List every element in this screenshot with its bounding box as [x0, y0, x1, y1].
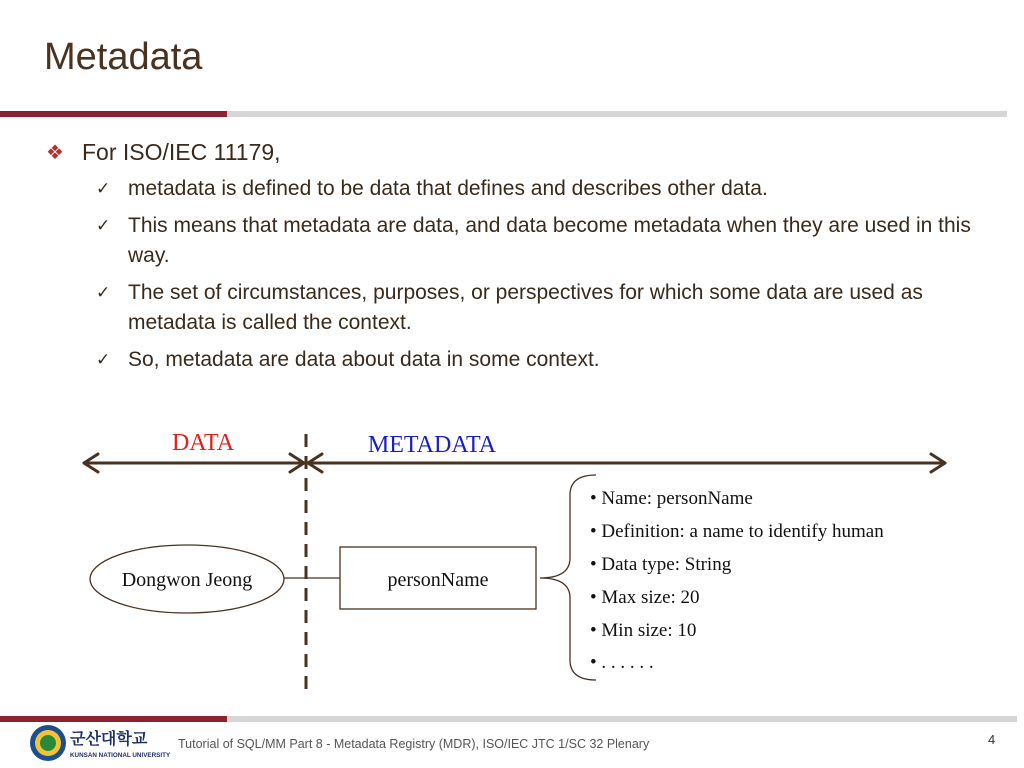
- attribute-more: • . . . . . .: [590, 652, 654, 673]
- footer-divider: [227, 716, 1017, 722]
- data-span-arrow: [84, 454, 304, 472]
- sub-bullet-text: So, metadata are data about data in some context.: [128, 348, 600, 371]
- attribute-min-size: • Min size: 10: [590, 620, 697, 641]
- checkmark-icon: ✓: [96, 350, 111, 369]
- logo-english-text: KUNSAN NATIONAL UNIVERSITY: [70, 752, 171, 759]
- data-value-text: Dongwon Jeong: [121, 569, 253, 591]
- attribute-definition: • Definition: a name to identify human: [590, 521, 884, 542]
- university-logo: [28, 722, 171, 764]
- attribute-list: [590, 488, 884, 673]
- slide-title: Metadata: [44, 36, 203, 78]
- metadata-element-text: personName: [387, 569, 489, 591]
- diamond-bullet-icon: ❖: [46, 142, 64, 164]
- checkmark-icon: ✓: [96, 216, 111, 235]
- footer-caption: Tutorial of SQL/MM Part 8 - Metadata Registry (MDR), ISO/IEC JTC 1/SC 32 Plenary: [178, 737, 650, 751]
- attribute-brace: [540, 475, 596, 680]
- attribute-max-size: • Max size: 20: [590, 587, 700, 608]
- page-number: 4: [988, 732, 996, 747]
- sub-bullet-text: This means that metadata are data, and data become metadata when they are used in this way.: [128, 214, 971, 267]
- attribute-name: • Name: personName: [590, 488, 753, 509]
- bullet-main-text: For ISO/IEC 11179,: [82, 139, 281, 165]
- checkmark-icon: ✓: [96, 179, 111, 198]
- attribute-data-type: • Data type: String: [590, 554, 732, 575]
- checkmark-icon: ✓: [96, 283, 111, 302]
- logo-korean-text: 군산대학교: [70, 729, 148, 748]
- sub-bullet-text: metadata is defined to be data that defines and describes other data.: [128, 177, 768, 200]
- metadata-label: METADATA: [367, 432, 497, 458]
- data-label: DATA: [171, 430, 235, 456]
- sub-bullet-text: The set of circumstances, purposes, or perspectives for which some data are used as metadata is called the context.: [128, 281, 923, 334]
